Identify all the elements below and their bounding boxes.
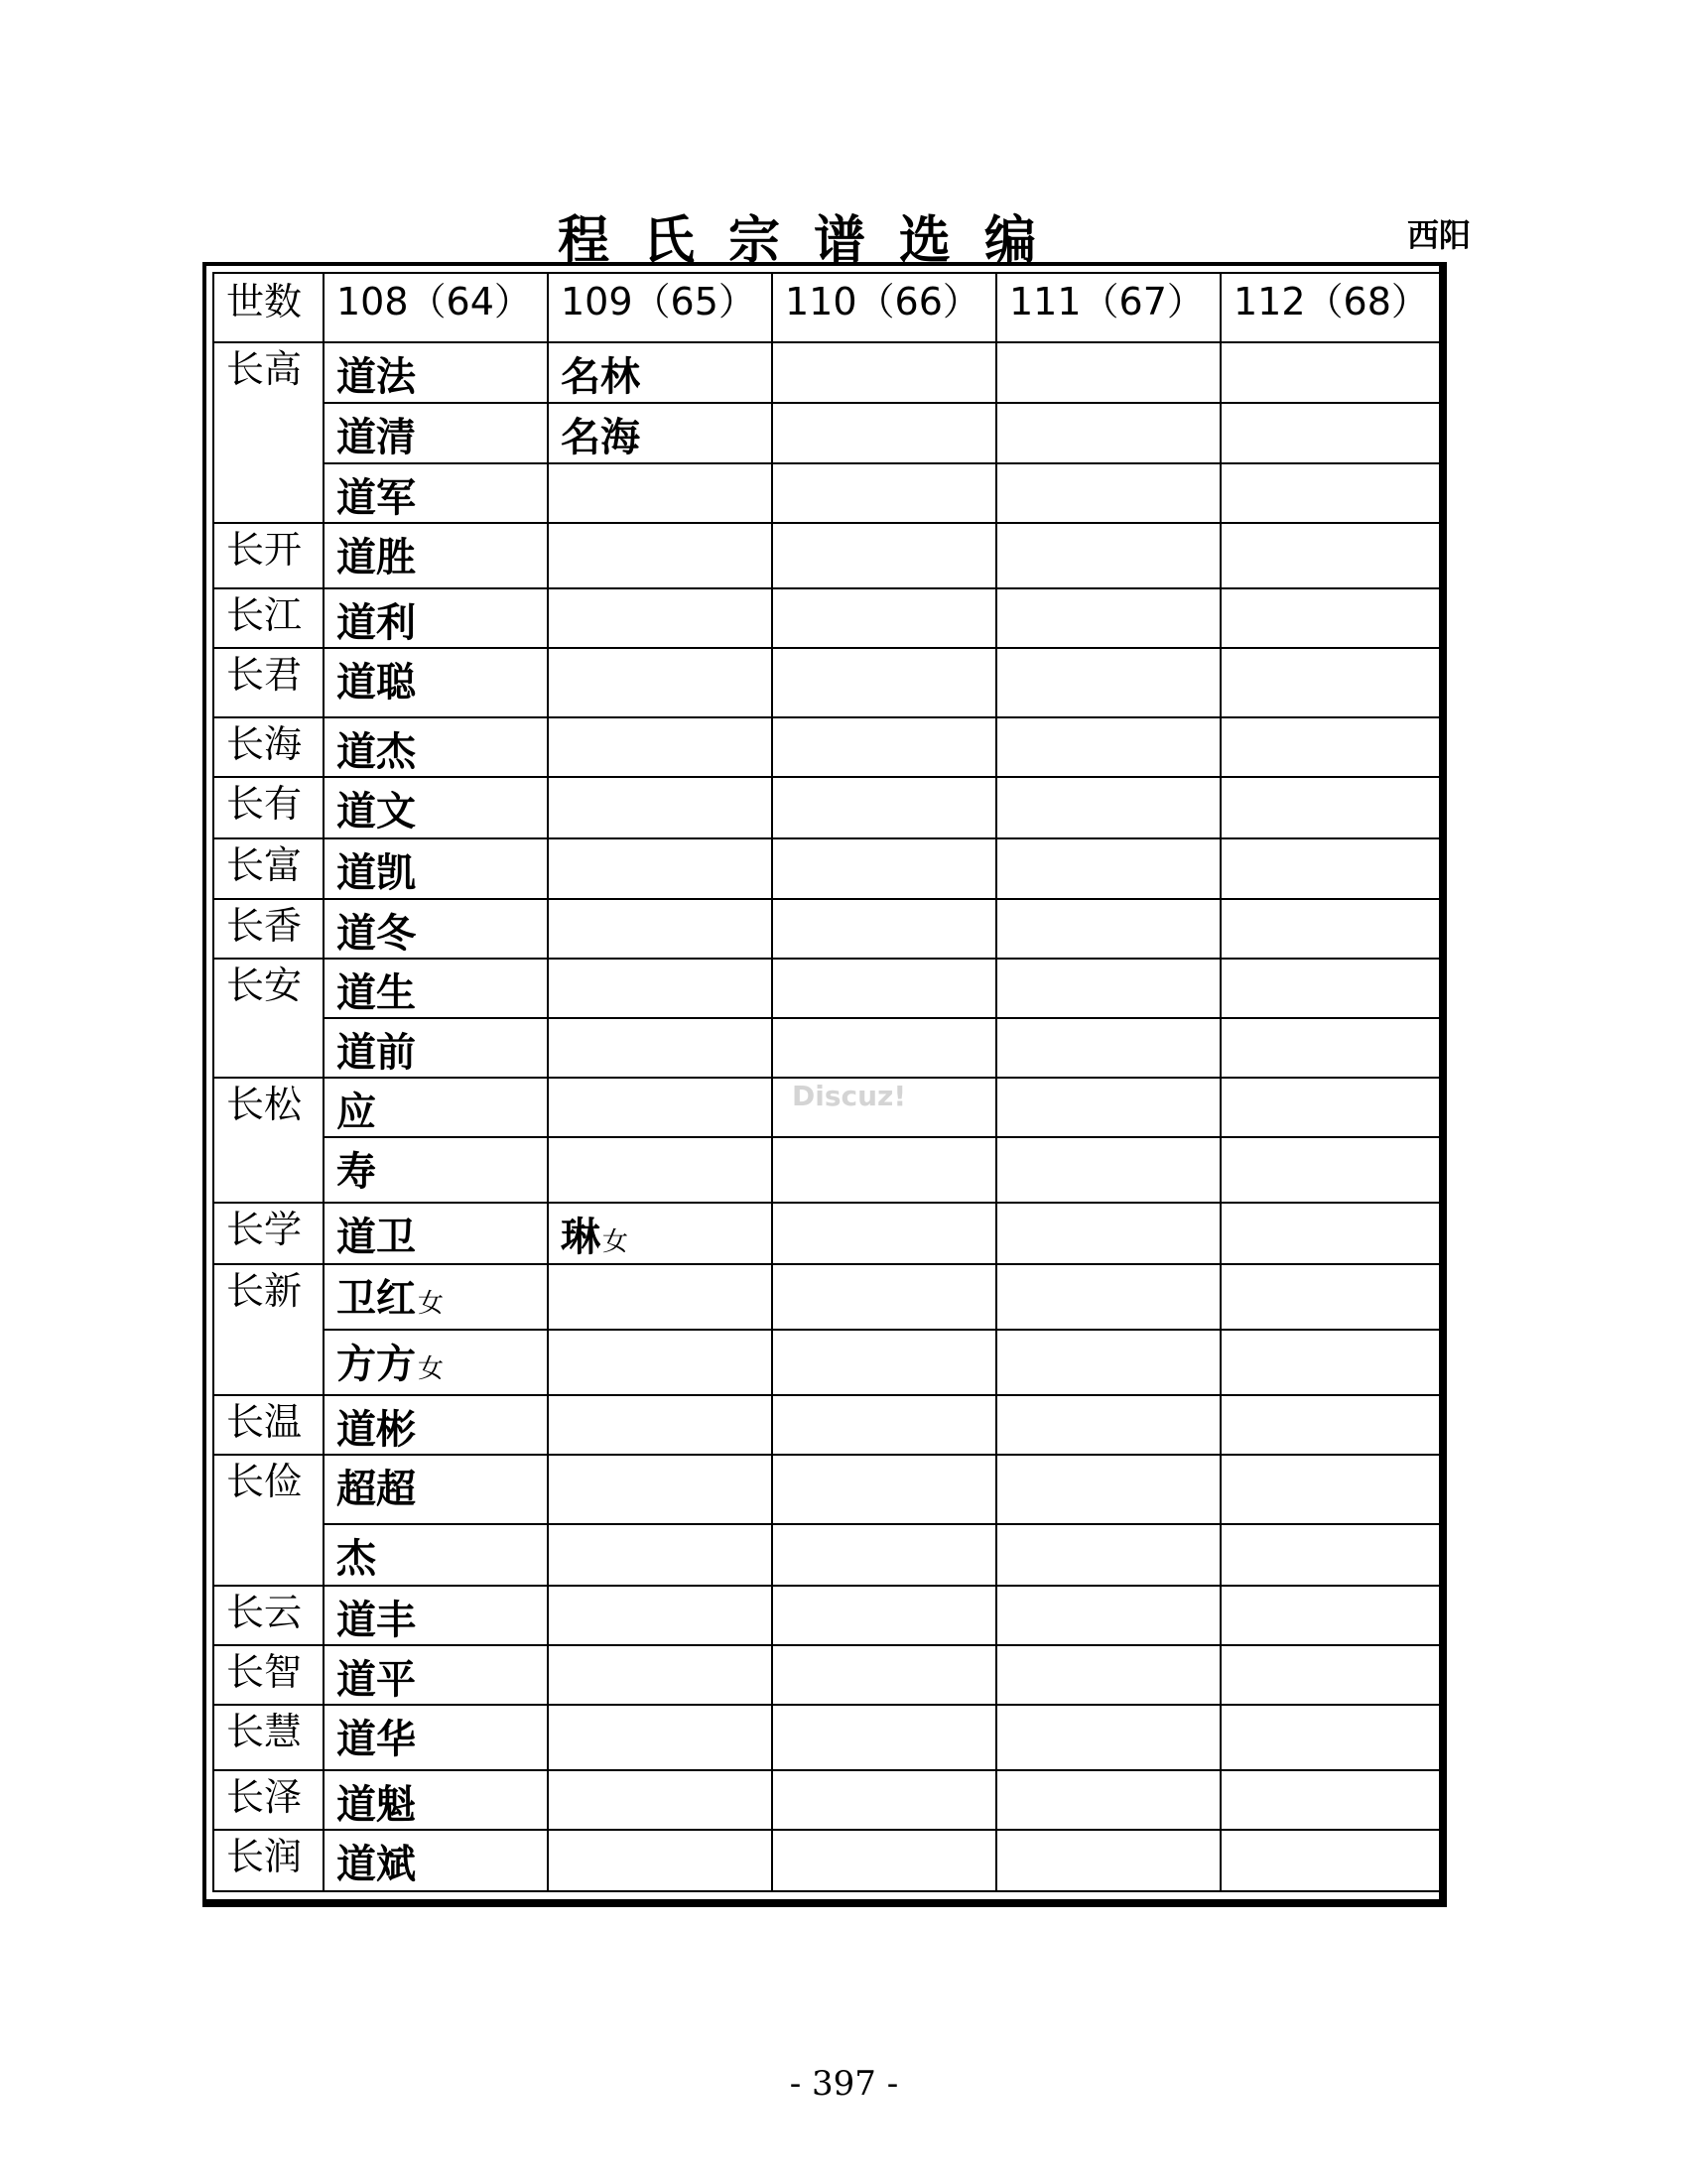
table-row <box>213 1770 1440 1830</box>
branch-cell: 长云 <box>213 1586 324 1645</box>
gen109-cell <box>548 1018 772 1078</box>
empty-cell <box>996 899 1221 959</box>
empty-cell <box>1221 838 1440 899</box>
gen109-cell <box>548 1137 772 1203</box>
empty-cell <box>772 1203 996 1264</box>
female-marker: 女 <box>418 1354 445 1384</box>
empty-cell <box>1221 959 1440 1018</box>
member-name: 道法 <box>336 354 416 400</box>
gen109-cell <box>548 342 772 403</box>
branch-cell: 长香 <box>213 899 324 959</box>
branch-cell: 长智 <box>213 1645 324 1705</box>
empty-cell <box>772 1770 996 1830</box>
gen108-cell <box>324 1586 548 1645</box>
branch-cell: 长泽 <box>213 1770 324 1830</box>
empty-cell <box>772 1455 996 1524</box>
empty-cell <box>996 1264 1221 1330</box>
member-name: 道杰 <box>336 729 416 775</box>
gen108-cell <box>324 1705 548 1770</box>
gen108-cell <box>324 1203 548 1264</box>
member-name: 道斌 <box>336 1842 416 1887</box>
member-name: 道前 <box>336 1030 416 1076</box>
empty-cell <box>1221 777 1440 838</box>
gen109-cell <box>548 777 772 838</box>
member-name: 道生 <box>336 970 416 1016</box>
empty-cell <box>1221 1203 1440 1264</box>
member-name: 道魁 <box>336 1782 416 1828</box>
gen108-cell <box>324 588 548 648</box>
table-row <box>213 959 1440 1018</box>
empty-cell <box>772 1705 996 1770</box>
branch-cell: 长有 <box>213 777 324 838</box>
empty-cell <box>772 1395 996 1455</box>
branch-cell: 长温 <box>213 1395 324 1455</box>
member-name: 道冬 <box>336 911 416 957</box>
gen108-cell <box>324 523 548 588</box>
empty-cell <box>1221 1586 1440 1645</box>
header-cell: 111（67） <box>996 273 1221 342</box>
gen109-cell <box>548 1395 772 1455</box>
member-name: 道聪 <box>336 660 416 706</box>
header-row <box>213 273 1440 342</box>
empty-cell <box>996 717 1221 777</box>
empty-cell <box>1221 1395 1440 1455</box>
empty-cell <box>1221 523 1440 588</box>
table-row <box>213 648 1440 717</box>
header-cell: 110（66） <box>772 273 996 342</box>
empty-cell <box>996 463 1221 523</box>
empty-cell <box>772 342 996 403</box>
branch-cell: 长学 <box>213 1203 324 1264</box>
table-row <box>213 1645 1440 1705</box>
gen108-cell <box>324 463 548 523</box>
table-row <box>213 717 1440 777</box>
header-cell: 世数 <box>213 273 324 342</box>
gen109-cell <box>548 588 772 648</box>
gen109-cell <box>548 899 772 959</box>
empty-cell <box>996 1078 1221 1137</box>
gen108-cell <box>324 1264 548 1330</box>
table-row <box>213 1830 1440 1891</box>
empty-cell <box>1221 648 1440 717</box>
table-row <box>213 588 1440 648</box>
gen108-cell <box>324 1770 548 1830</box>
gen108-cell <box>324 838 548 899</box>
empty-cell <box>772 899 996 959</box>
watermark: Discuz! <box>792 1080 907 1112</box>
gen109-cell <box>548 523 772 588</box>
empty-cell <box>1221 403 1440 463</box>
gen109-cell <box>548 1330 772 1395</box>
empty-cell <box>1221 1524 1440 1586</box>
table-row <box>213 1203 1440 1264</box>
member-name: 道利 <box>336 600 416 646</box>
empty-cell <box>996 1770 1221 1830</box>
table-row <box>213 1018 1440 1078</box>
empty-cell <box>1221 1018 1440 1078</box>
empty-cell <box>1221 1137 1440 1203</box>
branch-cell: 长君 <box>213 648 324 717</box>
gen108-cell <box>324 777 548 838</box>
empty-cell <box>996 838 1221 899</box>
member-name: 杰 <box>336 1536 376 1582</box>
member-name: 寿 <box>336 1149 376 1195</box>
gen109-cell <box>548 838 772 899</box>
member-name: 道军 <box>336 475 416 521</box>
gen108-cell <box>324 959 548 1018</box>
member-name: 名海 <box>561 415 640 460</box>
table-row <box>213 523 1440 588</box>
empty-cell <box>772 1330 996 1395</box>
empty-cell <box>996 1586 1221 1645</box>
gen108-cell <box>324 1078 548 1137</box>
empty-cell <box>772 1645 996 1705</box>
gen109-cell <box>548 1524 772 1586</box>
member-name: 卫红 <box>336 1276 416 1322</box>
gen109-cell <box>548 1264 772 1330</box>
empty-cell <box>772 1830 996 1891</box>
empty-cell <box>1221 1705 1440 1770</box>
branch-cell: 长润 <box>213 1830 324 1891</box>
empty-cell <box>996 1330 1221 1395</box>
gen108-cell <box>324 1330 548 1395</box>
empty-cell <box>996 1203 1221 1264</box>
header-cell: 108（64） <box>324 273 548 342</box>
empty-cell <box>996 1524 1221 1586</box>
gen108-cell <box>324 1455 548 1524</box>
table-row <box>213 899 1440 959</box>
empty-cell <box>772 648 996 717</box>
page-title: 程氏宗谱选编 <box>557 210 1070 271</box>
branch-cell: 长新 <box>213 1264 324 1395</box>
table-row <box>213 1705 1440 1770</box>
empty-cell <box>1221 1830 1440 1891</box>
table-row <box>213 463 1440 523</box>
empty-cell <box>772 403 996 463</box>
table-row <box>213 1586 1440 1645</box>
branch-cell: 长松 <box>213 1078 324 1203</box>
empty-cell <box>996 777 1221 838</box>
empty-cell <box>772 523 996 588</box>
member-name: 道丰 <box>336 1598 416 1643</box>
empty-cell <box>996 1455 1221 1524</box>
table-row <box>213 777 1440 838</box>
empty-cell <box>1221 717 1440 777</box>
empty-cell <box>996 403 1221 463</box>
empty-cell <box>996 1395 1221 1455</box>
member-name: 道平 <box>336 1657 416 1703</box>
table-row <box>213 1395 1440 1455</box>
table-body <box>213 342 1440 1891</box>
empty-cell <box>772 1137 996 1203</box>
gen108-cell <box>324 403 548 463</box>
member-name: 琳 <box>561 1215 600 1260</box>
empty-cell <box>772 1018 996 1078</box>
table-row <box>213 342 1440 403</box>
empty-cell <box>1221 1264 1440 1330</box>
header-cell: 109（65） <box>548 273 772 342</box>
member-name: 道胜 <box>336 535 416 580</box>
empty-cell <box>1221 1078 1440 1137</box>
branch-cell: 长高 <box>213 342 324 523</box>
gen108-cell <box>324 717 548 777</box>
member-name: 超超 <box>336 1467 416 1512</box>
member-name: 道彬 <box>336 1407 416 1453</box>
empty-cell <box>1221 1770 1440 1830</box>
empty-cell <box>772 777 996 838</box>
gen109-cell <box>548 648 772 717</box>
empty-cell <box>1221 899 1440 959</box>
table-row <box>213 403 1440 463</box>
gen108-cell <box>324 1018 548 1078</box>
empty-cell <box>1221 1330 1440 1395</box>
gen109-cell <box>548 1203 772 1264</box>
empty-cell <box>996 1705 1221 1770</box>
region-label: 西阳 <box>1407 216 1472 254</box>
empty-cell <box>996 1137 1221 1203</box>
gen109-cell <box>548 1705 772 1770</box>
empty-cell <box>996 1018 1221 1078</box>
empty-cell <box>996 1830 1221 1891</box>
gen108-cell <box>324 1395 548 1455</box>
gen109-cell <box>548 959 772 1018</box>
empty-cell <box>1221 588 1440 648</box>
table-row <box>213 1524 1440 1586</box>
empty-cell <box>996 523 1221 588</box>
empty-cell <box>1221 342 1440 403</box>
empty-cell <box>996 959 1221 1018</box>
female-marker: 女 <box>418 1289 445 1319</box>
gen108-cell <box>324 648 548 717</box>
gen109-cell <box>548 403 772 463</box>
gen108-cell <box>324 1137 548 1203</box>
empty-cell <box>772 1524 996 1586</box>
gen109-cell <box>548 1645 772 1705</box>
empty-cell <box>772 717 996 777</box>
table-row <box>213 1137 1440 1203</box>
table-row <box>213 1330 1440 1395</box>
member-name: 道卫 <box>336 1215 416 1260</box>
table-row <box>213 1264 1440 1330</box>
empty-cell <box>996 1645 1221 1705</box>
member-name: 道文 <box>336 789 416 835</box>
branch-cell: 长慧 <box>213 1705 324 1770</box>
member-name: 方方 <box>336 1342 416 1387</box>
empty-cell <box>1221 463 1440 523</box>
gen109-cell <box>548 717 772 777</box>
empty-cell <box>772 463 996 523</box>
gen108-cell <box>324 1524 548 1586</box>
member-name: 道清 <box>336 415 416 460</box>
gen109-cell <box>548 1455 772 1524</box>
member-name: 名林 <box>561 354 640 400</box>
empty-cell <box>996 648 1221 717</box>
table-row <box>213 1455 1440 1524</box>
branch-cell: 长海 <box>213 717 324 777</box>
empty-cell <box>772 588 996 648</box>
branch-cell: 长江 <box>213 588 324 648</box>
member-name: 道凯 <box>336 850 416 896</box>
gen108-cell <box>324 1645 548 1705</box>
gen108-cell <box>324 1830 548 1891</box>
empty-cell <box>772 1586 996 1645</box>
gen108-cell <box>324 342 548 403</box>
branch-cell: 长俭 <box>213 1455 324 1586</box>
empty-cell <box>996 342 1221 403</box>
page-number: - 397 - <box>789 2064 899 2104</box>
branch-cell: 长富 <box>213 838 324 899</box>
member-name: 应 <box>336 1090 376 1135</box>
gen109-cell <box>548 463 772 523</box>
gen109-cell <box>548 1078 772 1137</box>
gen109-cell <box>548 1770 772 1830</box>
table-row <box>213 838 1440 899</box>
empty-cell <box>1221 1455 1440 1524</box>
empty-cell <box>996 588 1221 648</box>
header-cell: 112（68） <box>1221 273 1440 342</box>
empty-cell <box>772 838 996 899</box>
member-name: 道华 <box>336 1717 416 1762</box>
empty-cell <box>772 959 996 1018</box>
empty-cell <box>772 1264 996 1330</box>
branch-cell: 长安 <box>213 959 324 1078</box>
gen108-cell <box>324 899 548 959</box>
gen109-cell <box>548 1830 772 1891</box>
female-marker: 女 <box>602 1227 629 1257</box>
empty-cell <box>1221 1645 1440 1705</box>
branch-cell: 长开 <box>213 523 324 588</box>
gen109-cell <box>548 1586 772 1645</box>
